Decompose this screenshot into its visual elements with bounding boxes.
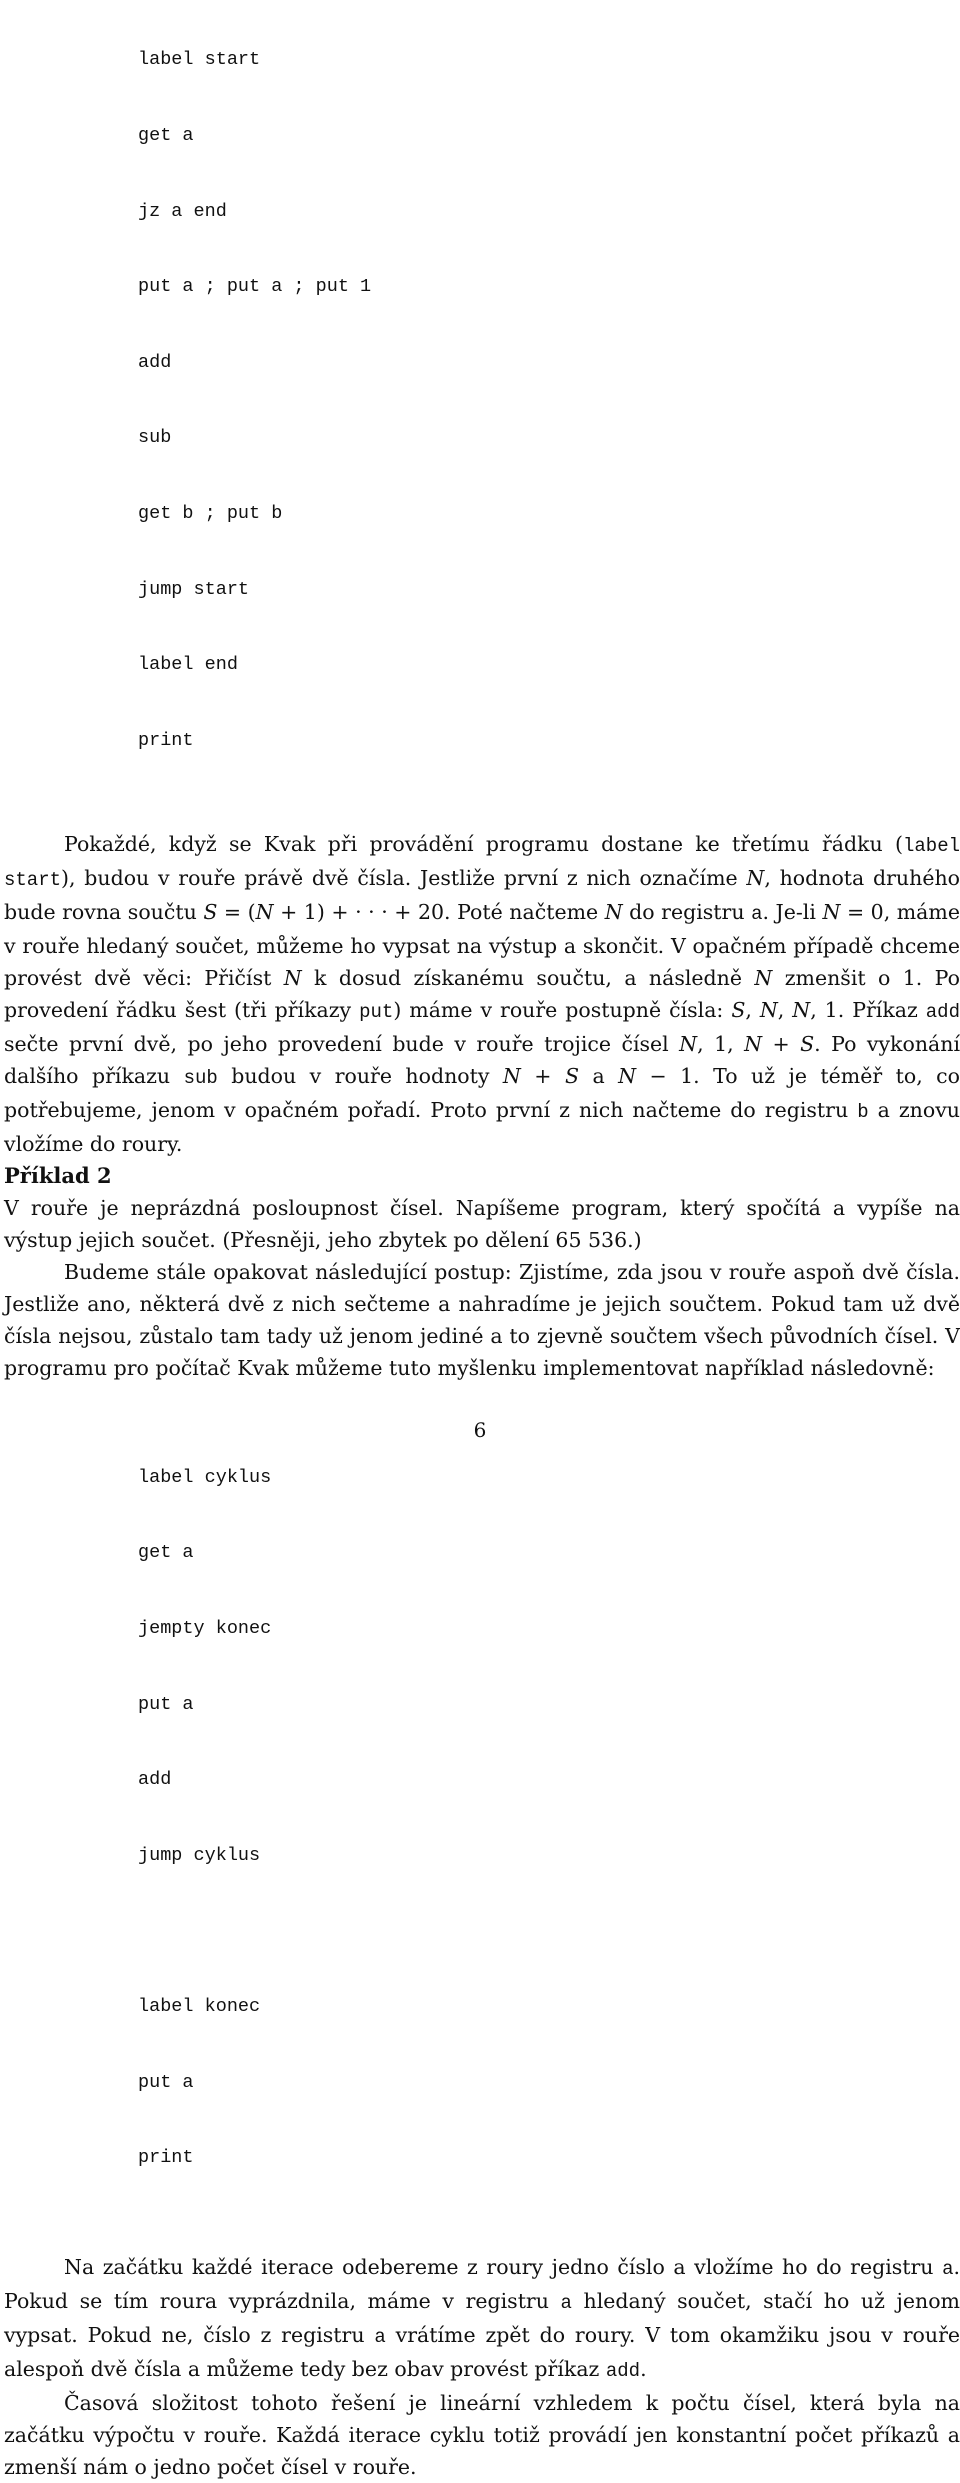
code-line: label end [138,654,238,676]
code-block-2 [138,1414,960,2220]
code-line: jump start [138,578,250,600]
code-line: add [138,351,172,373]
code-line: add [138,1769,172,1791]
code-line: label start [138,49,261,71]
code-line: print [138,2147,194,2169]
code-line: jz a end [138,200,227,222]
code-line: get b ; put b [138,502,283,524]
code-line: get a [138,125,194,146]
paragraph-2: V rouře je neprázdná posloupnost čísel. Napíšeme program, který spočítá a vypíše na výstup jejich součet. (Přesněji, jeho zbytek po dělení 65 536.) [4,1196,960,1253]
code-block-1 [138,0,960,803]
code-line: label konec [138,1995,261,2017]
code-line: put a [138,2071,194,2093]
paragraph-5: Časová složitost tohoto řešení je lineární vzhledem k počtu čísel, která byla na začátku výpočtu v rouře. Každá iterace cyklu totiž provádí jen konstantní počet příkazů a zmenší nám o jedno počet čísel v rouře. [4,2390,960,2479]
code-line: sub [138,427,172,449]
example-heading: Příklad 2 [4,1163,112,1189]
code-line: get a [138,1542,194,1564]
code-line: jempty konec [138,1617,272,1639]
code-line: put a [138,1693,194,1715]
code-line: label cyklus [138,1466,272,1488]
code-line: print [138,729,194,751]
document-page [4,0,960,2483]
code-line: jump cyklus [138,1844,261,1866]
page-number: 6 [473,1418,487,1442]
paragraph-3: Budeme stále opakovat následující postup: Zjistíme, zda jsou v rouře aspoň dvě čísla. Jestliže ano, některá dvě z nich sečteme a nahradíme je jejich součtem. Pokud tam už dvě čísla nejsou, zůstalo tam tady už jenom jediné a to zjevně součtem všech původních čísel. V programu pro počítač Kvak můžeme tuto myšlenku implementovat například následovně: [4,1260,960,1381]
paragraph-1: Pokaždé, když se Kvak při provádění programu dostane ke třetímu řádku (label start), budou v rouře právě dvě čísla. Jestliže první z nich označíme N, hodnota druhého bude rovna součtu S = (N + 1) + · · · + 20. Poté načteme N do registru a. Je-li N = 0, máme v rouře hledaný součet, můžeme ho vypsat na výstup a skončit. V opačném případě chceme provést dvě věci: Přičíst N k dosud získanému součtu, a následně N zmenšit o 1. Po provedení řádku šest (tři příkazy put) máme v rouře postupně čísla: S, N, N, 1. Příkaz add sečte první dvě, po jeho provedení bude v rouře trojice čísel N, 1, N + S. Po vykonání dalšího příkazu sub budou v rouře hodnoty N + S a N − 1. To už je téměř to, co potřebujeme, jenom v opačném pořadí. Proto první z nich načteme do registru b a znovu vložíme do roury. [4,832,960,1157]
code-line: put a ; put a ; put 1 [138,276,372,298]
paragraph-4: Na začátku každé iterace odebereme z roury jedno číslo a vložíme ho do registru a. Pokud se tím roura vyprázdnila, máme v registru a hledaný součet, stačí ho už jenom vypsat. Pokud ne, číslo z registru a vrátíme zpět do roury. V tom okamžiku jsou v rouře alespoň dvě čísla a můžeme tedy bez obav provést příkaz add. [4,2254,960,2382]
